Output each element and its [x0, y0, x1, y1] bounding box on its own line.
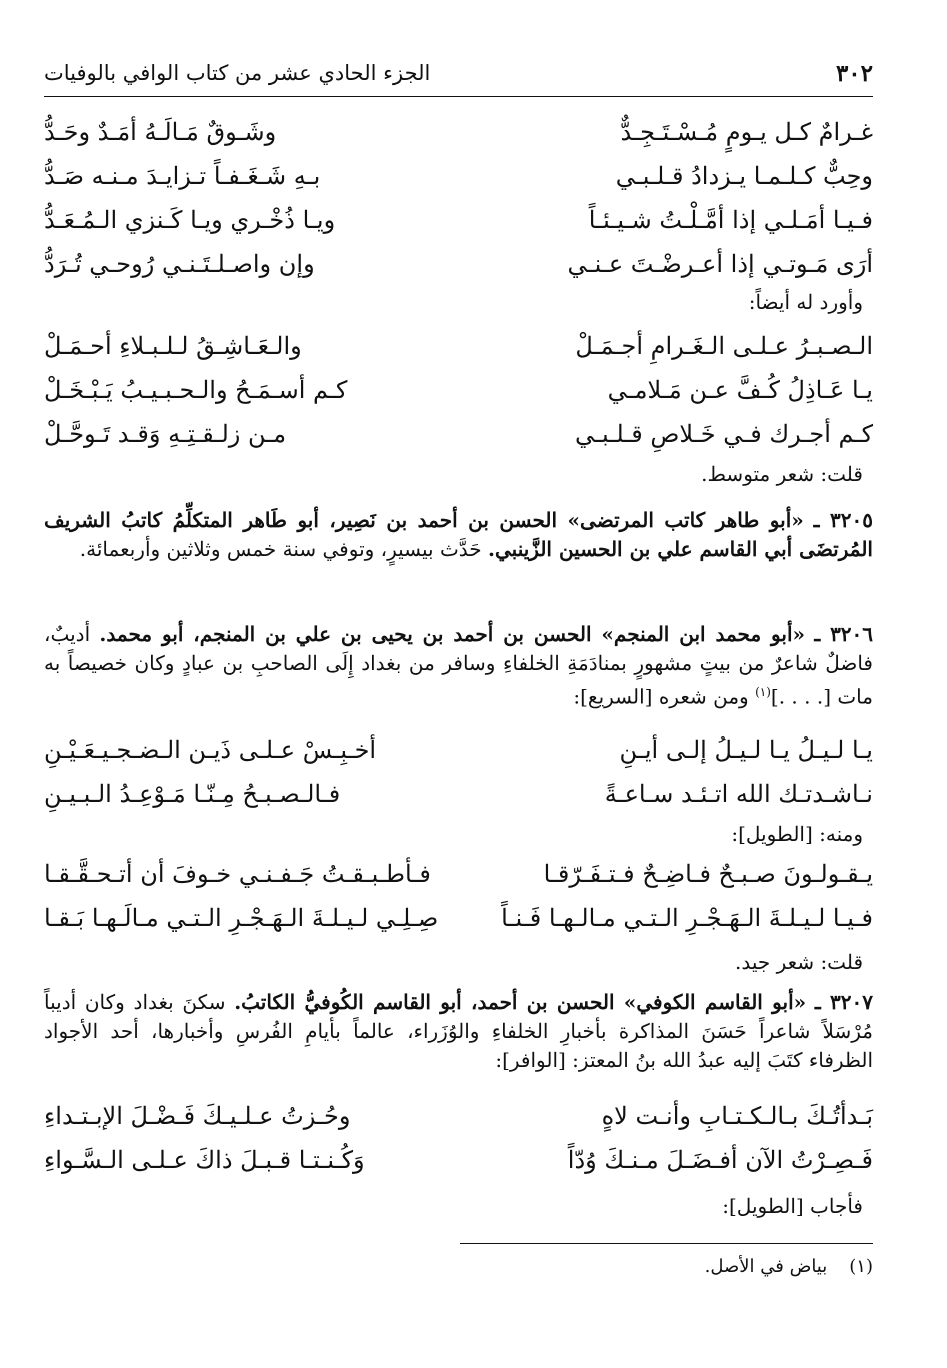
- verse-hemistich-second: وحُـزتُ عـلـيـكَ فَـضْـلَ الإبـتـداءِ: [44, 1102, 351, 1130]
- entry-text: حَدَّث بيسيرٍ، وتوفي سنة خمس وثلاثين وأربعمائة.: [79, 537, 482, 561]
- footnote-divider: [460, 1243, 873, 1244]
- editor-note: قلت: شعر متوسط.: [701, 462, 863, 486]
- verse-hemistich-second: ويـا ذُخْـري ويـا كَـنزي الـمُـعَـدُّ: [44, 206, 336, 234]
- editor-note: قلت: شعر جيد.: [735, 950, 863, 974]
- verse-hemistich-second: وشَـوقٌ مَـالَـهُ أمَـدٌ وحَـدُّ: [44, 118, 277, 146]
- entry-heading: «أبو القاسم الكوفي» الحسن بن أحمد، أبو القاسم الكُوفيُّ الكاتبُ.: [234, 990, 807, 1014]
- verse: [44, 412, 873, 456]
- verse-hemistich-first: كـم أجـرك فـي خَـلاصِ قـلـبـي: [575, 420, 873, 448]
- verse-hemistich-second: وإن واصـلـتَـنـي رُوحـي تُـرَدُّ: [44, 250, 315, 278]
- footnote-number: (١): [849, 1256, 873, 1277]
- poem-5: [44, 1094, 873, 1182]
- footnote: [705, 1256, 873, 1277]
- verse-hemistich-first: غـرامٌ كـل يـومٍ مُـسْـتَـجِـدٌّ: [620, 118, 873, 146]
- verse: [44, 198, 873, 242]
- verse: [44, 1138, 873, 1182]
- running-title: الجزء الحادي عشر من كتاب الوافي بالوفيات: [44, 61, 431, 85]
- verse-hemistich-second: فـأطـبـقـتُ جَـفـنـي خـوفَ أن أتـحـقَّـقـا: [44, 860, 431, 888]
- entry-number: ٣٢٠٥ ـ: [813, 508, 874, 532]
- verse-hemistich-first: أرَى مَـوتـي إذا أعـرضْـتَ عـنـي: [567, 250, 873, 278]
- verse-hemistich-first: فـيـا لـيـلـةَ الـهَـجْـرِ الـتـي مـالـهـا فَـنـاً: [501, 904, 873, 932]
- poem-3: [44, 728, 873, 816]
- verse-hemistich-first: بَـدأتُـكَ بـالـكـتـابِ وأنـت لاهٍ: [601, 1102, 873, 1130]
- verse-hemistich-first: الـصـبـرُ عـلـى الـغَـرامِ أجـمَـلْ: [575, 332, 873, 360]
- entry-heading: «أبو محمد ابن المنجم» الحسن بن أحمد بن يحيى بن علي بن المنجم، أبو محمد.: [99, 622, 806, 646]
- verse: [44, 852, 873, 896]
- verse-hemistich-first: يـقـولـونَ صـبـحٌ فـاضِـحٌ فـتـفَـرّقـا: [543, 860, 873, 888]
- verse: [44, 110, 873, 154]
- verse-hemistich-first: فَـصِـرْتُ الآن أفـضَـلَ مـنـكَ وُدّاً: [567, 1146, 873, 1174]
- entry-text: سكنَ بغداد وكان أديباً مُرْسَلاً شاعراً حَسَنَ المذاكرة بأخبارِ الخلفاءِ والوُزَراء، عالماً بأيامِ الفُرسِ وأخبارها، أحد الأجواد الظرفاء كتَبَ إليه عبدُ الله بنُ المعتز: [الوافر]:: [44, 990, 873, 1072]
- poem-1: [44, 110, 873, 286]
- verse-hemistich-second: والـعَـاشِـقُ لـلـبـلاءِ أحـمَـلْ: [44, 332, 302, 360]
- entry-text-after: ومن شعره [السريع]:: [573, 684, 756, 709]
- verse-hemistich-first: نـاشـدتـك الله اتـئـد سـاعـةً: [604, 780, 873, 808]
- verse-hemistich-first: يـا عَـاذِلُ كُـفَّ عـن مَـلامـي: [607, 376, 873, 404]
- verse: [44, 368, 873, 412]
- intro-line: وأورد له أيضاً:: [748, 290, 863, 314]
- poem-2: [44, 324, 873, 456]
- entry-heading: «أبو طاهر كاتب المرتضى» الحسن بن أحمد بن نَصِير، أبو طَاهر المتكلِّمُ كاتبُ الشريف المُرتضَى أبي القاسم علي بن الحسين الزَّينبي.: [44, 508, 873, 561]
- verse: [44, 154, 873, 198]
- verse: [44, 896, 873, 940]
- verse-hemistich-second: كـم أسـمَـحُ والـحـبـيـبُ يَـبْـخَـلْ: [44, 376, 348, 404]
- intro-line: فأجاب [الطويل]:: [722, 1194, 863, 1218]
- intro-line: ومنه: [الطويل]:: [731, 822, 863, 846]
- entry-3207: [44, 988, 873, 1075]
- verse-hemistich-second: أخـبِـسْ عـلـى ذَيـن الـضـجـيـعَـيْـنِ: [44, 736, 377, 764]
- poem-4: [44, 852, 873, 940]
- entry-number: ٣٢٠٦ ـ: [814, 622, 874, 646]
- verse-hemistich-second: مـن زلـقـتِـهِ وَقـد تَـوحَّـلْ: [44, 420, 287, 448]
- verse-hemistich-second: صِـلِـي لـيـلـةَ الـهَـجْـرِ الـتـي مـالَـهـا بَـقـا: [44, 904, 439, 932]
- verse: [44, 728, 873, 772]
- verse-hemistich-second: فـالـصـبـحُ مِـنّـا مَـوْعِـدُ الـبـيـنِ: [44, 780, 341, 808]
- entry-3205: [44, 506, 873, 564]
- verse-hemistich-first: يـا لـيـلُ يـا لـيـلُ إلـى أيـنِ: [619, 736, 873, 764]
- entry-text: أديبٌ، فاضلٌ شاعرٌ من بيتٍ مشهورٍ بمنادَمَةِ الخلفاءِ وسافر من بغداد إِلَى الصاحبِ بن عبادٍ وكان خصيصاً به مات [. . . .]: [44, 622, 873, 709]
- verse: [44, 324, 873, 368]
- verse-hemistich-second: وَكُـنـتـا قـبـلَ ذاكَ عـلـى الـسَّـواءِ: [44, 1146, 365, 1174]
- page-header: [44, 50, 873, 97]
- verse: [44, 772, 873, 816]
- page-number: ٣٠٢: [835, 59, 873, 87]
- verse-hemistich-first: وحِبٌّ كـلـمـا يـزدادُ قـلـبـي: [615, 162, 873, 190]
- verse: [44, 1094, 873, 1138]
- verse-hemistich-second: بـهِ شَـغَـفـاً تـزايـدَ مـنـه صَـدُّ: [44, 162, 321, 190]
- entry-3206: [44, 620, 873, 712]
- verse-hemistich-first: فـيـا أمَـلـي إذا أمَّـلْـتُ شـيـئـاً: [588, 206, 873, 234]
- footnote-text: بياض في الأصل.: [704, 1256, 828, 1277]
- entry-number: ٣٢٠٧ ـ: [814, 990, 874, 1014]
- verse: [44, 242, 873, 286]
- footnote-ref[interactable]: (١): [755, 685, 771, 699]
